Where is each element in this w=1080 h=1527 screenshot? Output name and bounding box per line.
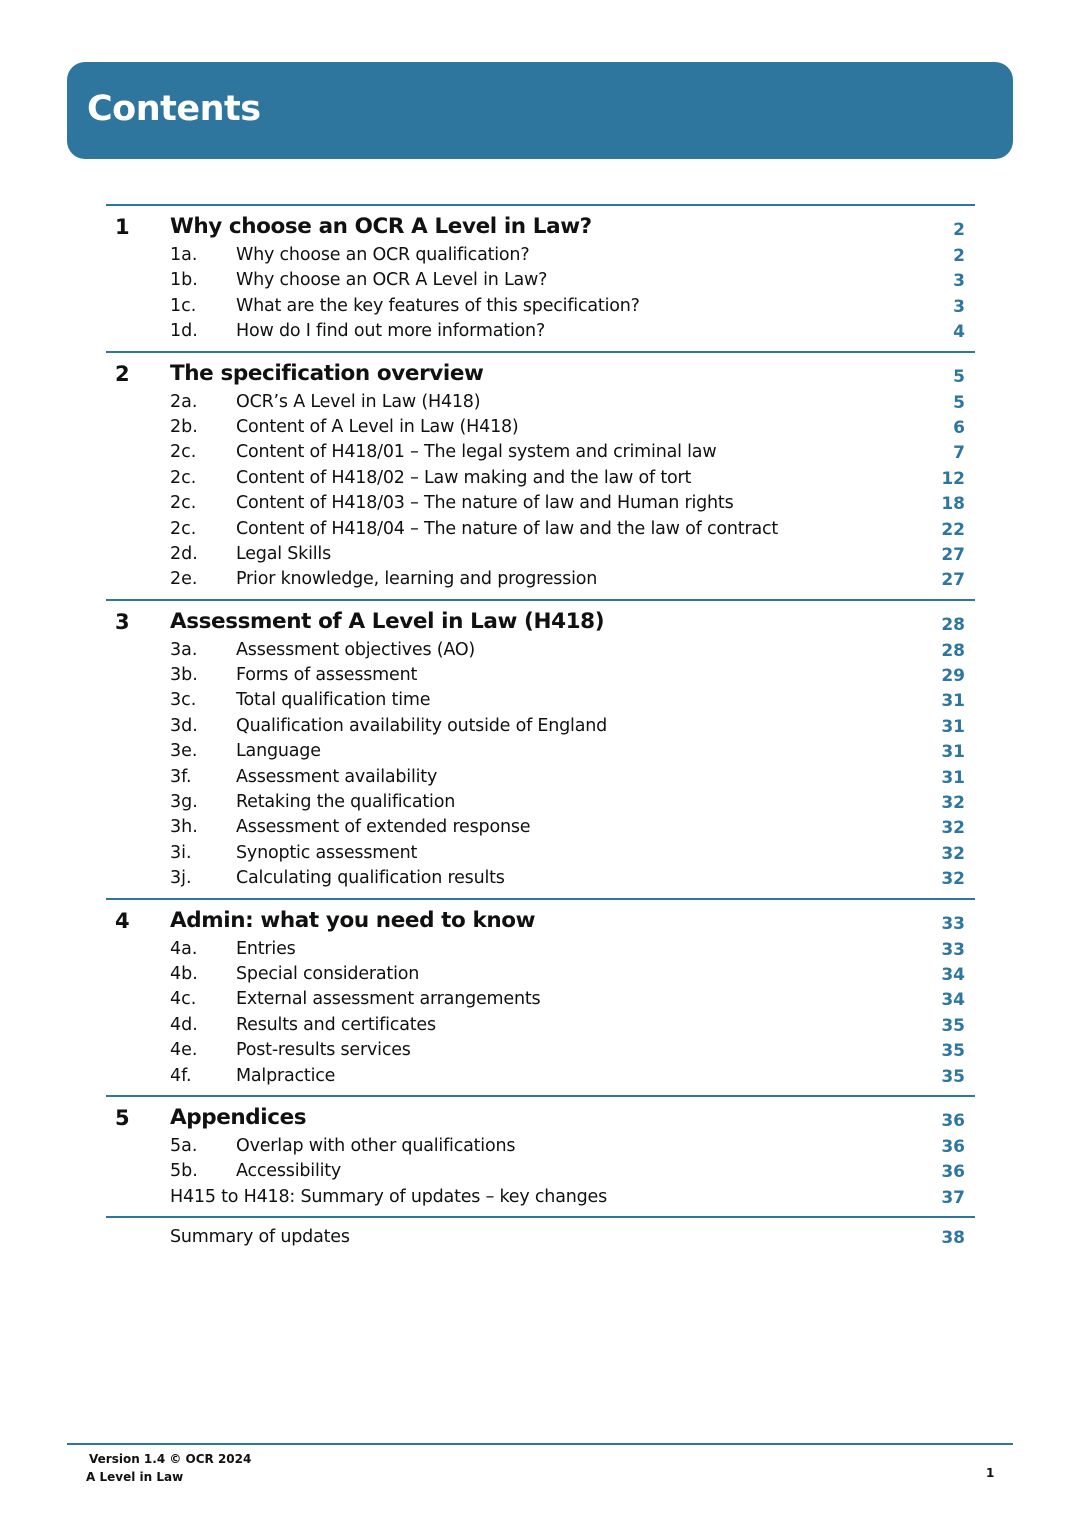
item-title[interactable]: Malpractice bbox=[236, 1065, 336, 1086]
section-number: 5 bbox=[115, 1105, 130, 1130]
item-number: 4f. bbox=[170, 1065, 192, 1086]
toc-section-3 bbox=[106, 599, 975, 898]
page-number[interactable]: 35 bbox=[941, 1041, 965, 1062]
item-title[interactable]: Qualification availability outside of England bbox=[236, 715, 608, 736]
toc-item[interactable] bbox=[106, 268, 975, 293]
item-number: 2c. bbox=[170, 467, 197, 488]
page-number[interactable]: 33 bbox=[941, 939, 965, 960]
item-title[interactable]: Assessment availability bbox=[236, 766, 438, 787]
toc-item[interactable] bbox=[106, 937, 975, 962]
page-number[interactable]: 22 bbox=[941, 519, 965, 540]
page-number[interactable]: 34 bbox=[941, 964, 965, 985]
page-number[interactable]: 5 bbox=[953, 366, 965, 387]
toc-item[interactable] bbox=[106, 663, 975, 688]
item-number: 2c. bbox=[170, 442, 197, 463]
section-number: 4 bbox=[115, 908, 130, 933]
item-number: 2e. bbox=[170, 569, 198, 590]
item-number: 3a. bbox=[170, 639, 198, 660]
item-number: 2c. bbox=[170, 493, 197, 514]
item-number: 3d. bbox=[170, 715, 198, 736]
toc-item[interactable] bbox=[106, 815, 975, 840]
page-number[interactable]: 18 bbox=[941, 494, 965, 515]
toc-item[interactable] bbox=[106, 567, 975, 592]
section-number: 3 bbox=[115, 609, 130, 634]
toc-item[interactable] bbox=[106, 415, 975, 440]
item-title[interactable]: Assessment of extended response bbox=[236, 817, 531, 838]
toc-item[interactable] bbox=[106, 739, 975, 764]
toc-item[interactable] bbox=[106, 1159, 975, 1184]
item-title[interactable]: Prior knowledge, learning and progression bbox=[236, 569, 598, 590]
toc-summary-of-updates[interactable] bbox=[106, 1216, 975, 1256]
item-title[interactable]: Content of H418/03 – The nature of law and Human rights bbox=[236, 493, 734, 514]
item-title[interactable]: H415 to H418: Summary of updates – key changes bbox=[170, 1186, 608, 1207]
item-title[interactable]: Summary of updates bbox=[170, 1227, 350, 1248]
item-title[interactable]: Why choose an OCR A Level in Law? bbox=[236, 270, 548, 291]
page-title: Contents bbox=[87, 89, 261, 129]
page-number[interactable]: 29 bbox=[941, 666, 965, 687]
toc-item[interactable] bbox=[106, 1038, 975, 1063]
page-number[interactable]: 27 bbox=[941, 570, 965, 591]
item-number: 4a. bbox=[170, 938, 198, 959]
item-title[interactable]: External assessment arrangements bbox=[236, 989, 541, 1010]
page-number[interactable]: 36 bbox=[941, 1162, 965, 1183]
toc-item[interactable] bbox=[106, 542, 975, 567]
toc-item[interactable] bbox=[106, 638, 975, 663]
toc-section-2 bbox=[106, 351, 975, 599]
footer-page-number: 1 bbox=[986, 1466, 995, 1480]
item-title[interactable]: Forms of assessment bbox=[236, 665, 418, 686]
footer-doc-title: A Level in Law bbox=[86, 1470, 184, 1484]
toc-section-1 bbox=[106, 204, 975, 351]
item-title[interactable]: Legal Skills bbox=[236, 543, 332, 564]
item-title[interactable]: Content of A Level in Law (H418) bbox=[236, 416, 519, 437]
page-number[interactable]: 33 bbox=[941, 913, 965, 934]
item-number: 3i. bbox=[170, 842, 192, 863]
page-number[interactable]: 28 bbox=[941, 640, 965, 661]
item-number: 3f. bbox=[170, 766, 192, 787]
toc-item[interactable] bbox=[106, 841, 975, 866]
item-title[interactable]: Entries bbox=[236, 938, 296, 959]
item-number: 4c. bbox=[170, 989, 197, 1010]
section-title[interactable]: Assessment of A Level in Law (H418) bbox=[170, 608, 605, 634]
page-number[interactable]: 28 bbox=[941, 614, 965, 635]
toc-item[interactable] bbox=[106, 1134, 975, 1159]
item-number: 4e. bbox=[170, 1040, 198, 1061]
item-number: 5a. bbox=[170, 1135, 198, 1156]
page-number[interactable]: 31 bbox=[941, 716, 965, 737]
toc-item[interactable] bbox=[106, 866, 975, 891]
item-number: 5b. bbox=[170, 1161, 198, 1182]
section-number: 1 bbox=[115, 215, 130, 239]
page-number[interactable]: 2 bbox=[953, 246, 965, 266]
item-number: 4b. bbox=[170, 963, 198, 984]
item-title[interactable]: Content of H418/04 – The nature of law and the law of contract bbox=[236, 518, 779, 539]
section-title[interactable]: The specification overview bbox=[170, 360, 484, 386]
toc-item[interactable] bbox=[106, 790, 975, 815]
item-number: 2c. bbox=[170, 518, 197, 539]
footer-version: Version 1.4 © OCR 2024 bbox=[89, 1452, 252, 1466]
page-number[interactable]: 35 bbox=[941, 1066, 965, 1087]
page-number[interactable]: 31 bbox=[941, 742, 965, 763]
page-number[interactable]: 32 bbox=[941, 869, 965, 890]
toc-item[interactable] bbox=[106, 390, 975, 415]
item-title[interactable]: Results and certificates bbox=[236, 1014, 436, 1035]
toc-item[interactable] bbox=[106, 491, 975, 516]
item-title[interactable]: Calculating qualification results bbox=[236, 868, 505, 889]
page-number[interactable]: 3 bbox=[953, 271, 965, 292]
item-title[interactable]: Retaking the qualification bbox=[236, 792, 456, 813]
toc-section-heading[interactable] bbox=[106, 357, 975, 390]
toc-section-heading[interactable] bbox=[106, 1101, 975, 1134]
toc-section-heading[interactable] bbox=[106, 904, 975, 937]
item-number: 3c. bbox=[170, 690, 197, 711]
item-title[interactable]: How do I find out more information? bbox=[236, 321, 546, 342]
section-title[interactable]: Appendices bbox=[170, 1104, 307, 1130]
toc-item[interactable] bbox=[106, 319, 975, 344]
item-title[interactable]: Assessment objectives (AO) bbox=[236, 639, 476, 660]
toc-item[interactable] bbox=[106, 466, 975, 491]
item-title[interactable]: Language bbox=[236, 741, 321, 762]
section-title[interactable]: Admin: what you need to know bbox=[170, 907, 536, 933]
page-number[interactable]: 27 bbox=[941, 544, 965, 565]
item-number: 3b. bbox=[170, 665, 198, 686]
toc-item[interactable] bbox=[106, 1013, 975, 1038]
item-number: 1c. bbox=[170, 295, 197, 316]
item-number: 2d. bbox=[170, 543, 198, 564]
page-number[interactable]: 12 bbox=[941, 468, 965, 489]
page-number[interactable]: 7 bbox=[953, 443, 965, 464]
toc-item[interactable] bbox=[106, 294, 975, 319]
item-number: 4d. bbox=[170, 1014, 198, 1035]
toc-item[interactable] bbox=[106, 987, 975, 1012]
item-title[interactable]: Special consideration bbox=[236, 963, 420, 984]
item-title[interactable]: Total qualification time bbox=[236, 690, 431, 711]
page-number[interactable]: 31 bbox=[941, 767, 965, 788]
toc-section-5 bbox=[106, 1095, 975, 1216]
footer-divider bbox=[67, 1443, 1013, 1445]
item-title[interactable]: What are the key features of this specification? bbox=[236, 295, 640, 316]
toc-item[interactable] bbox=[106, 765, 975, 790]
page-number[interactable]: 32 bbox=[941, 843, 965, 864]
item-title[interactable]: Post-results services bbox=[236, 1040, 411, 1061]
item-title[interactable]: Content of H418/02 – Law making and the law of tort bbox=[236, 467, 692, 488]
page-number[interactable]: 38 bbox=[941, 1228, 965, 1249]
item-number: 1d. bbox=[170, 321, 198, 342]
page-number[interactable]: 4 bbox=[953, 322, 965, 343]
page-number[interactable]: 6 bbox=[953, 417, 965, 438]
item-number: 2b. bbox=[170, 416, 198, 437]
contents-header-banner bbox=[67, 62, 1013, 159]
toc-item[interactable] bbox=[106, 962, 975, 987]
toc-section-heading[interactable] bbox=[106, 210, 975, 243]
item-number: 3e. bbox=[170, 741, 198, 762]
toc-item[interactable] bbox=[106, 714, 975, 739]
page-number[interactable]: 36 bbox=[941, 1136, 965, 1157]
item-number: 1a. bbox=[170, 245, 198, 265]
page-number[interactable]: 32 bbox=[941, 818, 965, 839]
item-number: 2a. bbox=[170, 391, 198, 412]
section-title[interactable]: Why choose an OCR A Level in Law? bbox=[170, 214, 592, 239]
page-number[interactable]: 32 bbox=[941, 793, 965, 814]
page-number[interactable]: 37 bbox=[941, 1187, 965, 1208]
item-number: 3g. bbox=[170, 792, 198, 813]
item-title[interactable]: Content of H418/01 – The legal system and criminal law bbox=[236, 442, 717, 463]
toc-item[interactable] bbox=[106, 1064, 975, 1089]
section-number: 2 bbox=[115, 361, 130, 386]
item-title[interactable]: Overlap with other qualifications bbox=[236, 1135, 516, 1156]
toc-item[interactable] bbox=[106, 243, 975, 268]
item-title[interactable]: Accessibility bbox=[236, 1161, 342, 1182]
page-number[interactable]: 35 bbox=[941, 1015, 965, 1036]
toc-section-heading[interactable] bbox=[106, 605, 975, 638]
table-of-contents bbox=[106, 204, 975, 1256]
page-number[interactable]: 34 bbox=[941, 990, 965, 1011]
page-number[interactable]: 5 bbox=[953, 392, 965, 413]
item-number: 3j. bbox=[170, 868, 192, 889]
page-number[interactable]: 36 bbox=[941, 1110, 965, 1131]
toc-item[interactable] bbox=[106, 688, 975, 713]
item-title[interactable]: Why choose an OCR qualification? bbox=[236, 245, 530, 265]
toc-item[interactable] bbox=[106, 517, 975, 542]
page-number[interactable]: 3 bbox=[953, 296, 965, 317]
toc-item-unnumbered[interactable] bbox=[106, 1185, 975, 1210]
page-number[interactable]: 31 bbox=[941, 691, 965, 712]
item-title[interactable]: OCR’s A Level in Law (H418) bbox=[236, 391, 481, 412]
page-number[interactable]: 2 bbox=[953, 220, 965, 240]
item-number: 1b. bbox=[170, 270, 198, 291]
item-number: 3h. bbox=[170, 817, 198, 838]
item-title[interactable]: Synoptic assessment bbox=[236, 842, 418, 863]
toc-item[interactable] bbox=[106, 440, 975, 465]
toc-section-4 bbox=[106, 898, 975, 1095]
